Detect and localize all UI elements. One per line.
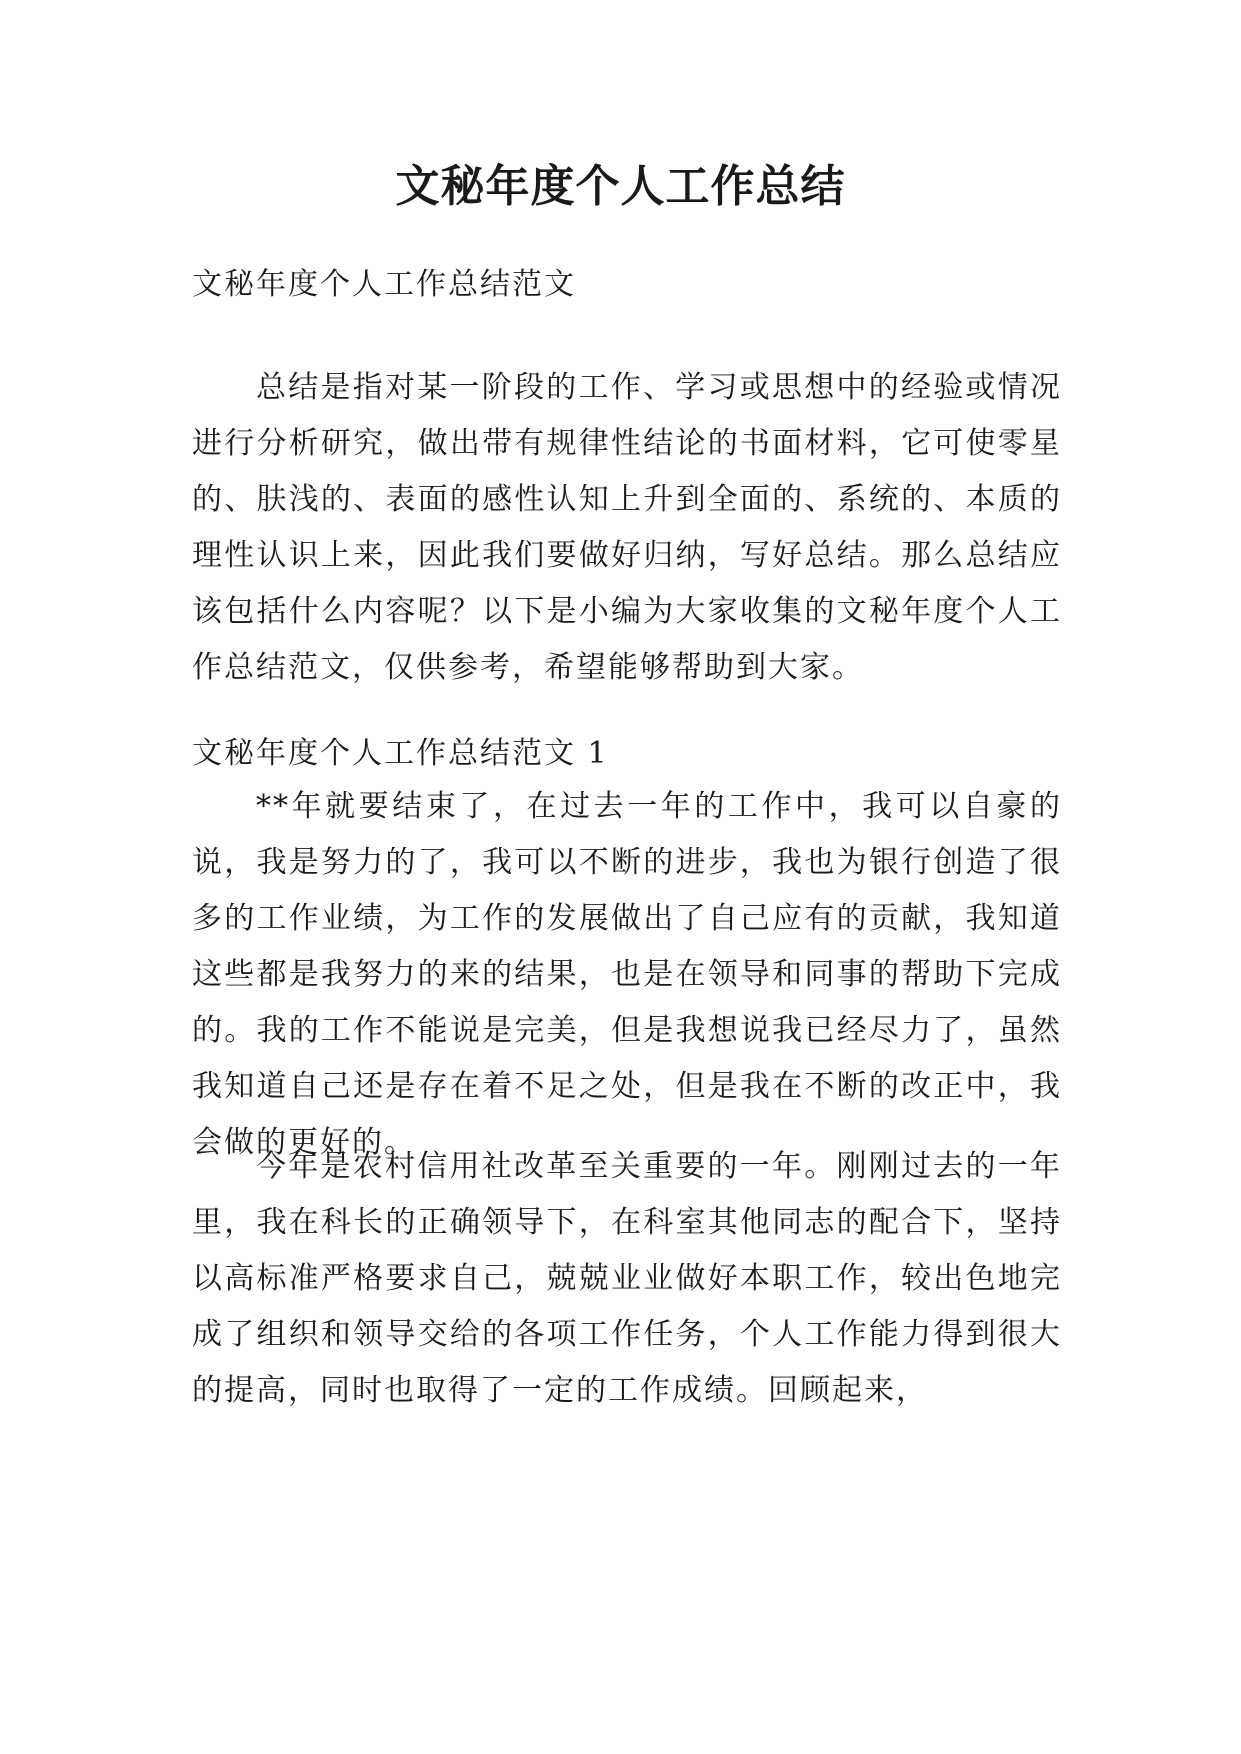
body-paragraph: **年就要结束了，在过去一年的工作中，我可以自豪的说，我是努力的了，我可以不断的进步，我也为银行创造了很多的工作业绩，为工作的发展做出了自己应有的贡献，我知道这些都是我努力的来的结果，也是在领导和同事的帮助下完成的。我的工作不能说是完美，但是我想说我已经尽力了，虽然我知道自己还是存在着不足之处，但是我在不断的改正中，我会做的更好的。 bbox=[192, 789, 1062, 1160]
section-heading: 文秘年度个人工作总结范文 1 bbox=[192, 736, 609, 771]
intro-paragraph: 总结是指对某一阶段的工作、学习或思想中的经验或情况进行分析研究，做出带有规律性结论的书面材料，它可使零星的、肤浅的、表面的感性认知上升到全面的、系统的、本质的理性认识上来，因此我们要做好归纳，写好总结。那么总结应该包括什么内容呢？以下是小编为大家收集的文秘年度个人工作总结范文，仅供参考，希望能够帮助到大家。 bbox=[192, 370, 1062, 685]
body-paragraph: 今年是农村信用社改革至关重要的一年。刚刚过去的一年里，我在科长的正确领导下，在科室其他同志的配合下，坚持以高标准严格要求自己，兢兢业业做好本职工作，较出色地完成了组织和领导交给的各项工作任务，个人工作能力得到很大的提高，同时也取得了一定的工作成绩。回顾起来， bbox=[192, 1149, 1062, 1408]
document-title: 文秘年度个人工作总结 bbox=[395, 161, 846, 212]
document-subtitle: 文秘年度个人工作总结范文 bbox=[192, 267, 576, 302]
